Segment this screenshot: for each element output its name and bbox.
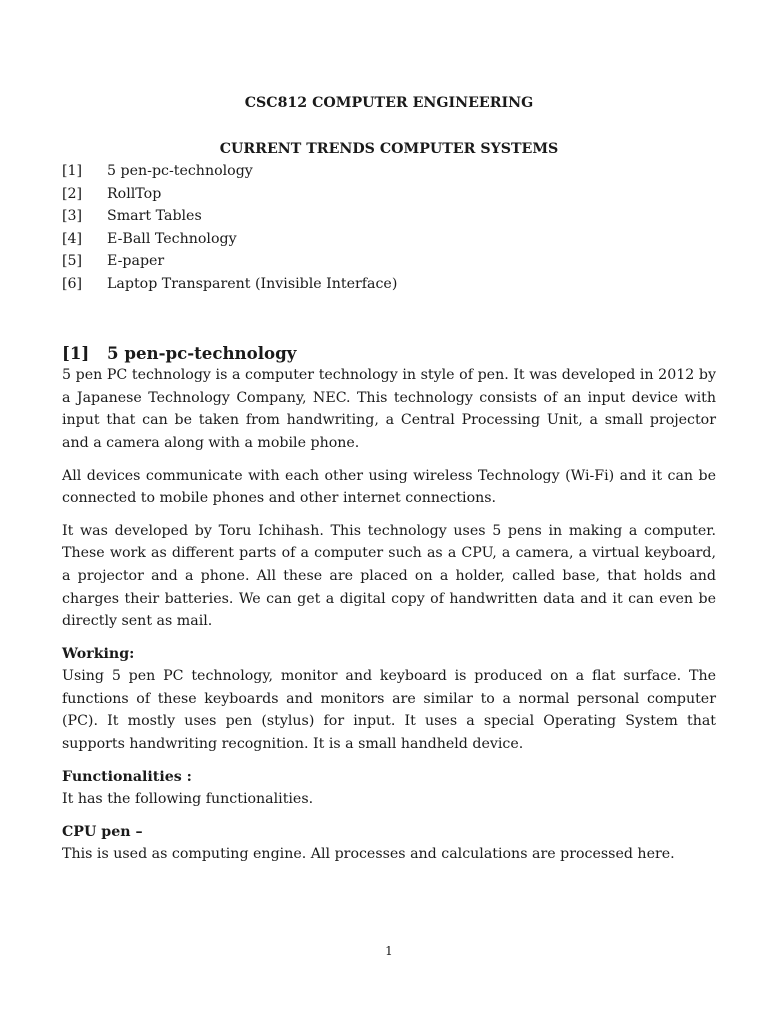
paragraph-connectivity: All devices communicate with each other using wireless Technology (Wi-Fi) and it can be connected to mobile phones and other internet connections. xyxy=(62,467,716,507)
section-heading-text: 5 pen-pc-technology xyxy=(107,342,297,363)
course-title: CSC812 COMPUTER ENGINEERING xyxy=(244,95,534,111)
toc-item-label: 5 pen-pc-technology xyxy=(107,163,253,179)
toc-item-number: [5] xyxy=(62,253,83,270)
toc-item-label: RollTop xyxy=(107,185,162,202)
paragraph-functionalities: It has the following functionalities. xyxy=(62,791,314,808)
section-number: [1] xyxy=(62,342,90,363)
toc-item xyxy=(62,273,716,296)
toc-item-label: Smart Tables xyxy=(107,208,202,225)
toc-item xyxy=(62,205,716,228)
toc-item-label: Laptop Transparent (Invisible Interface) xyxy=(107,275,398,292)
paragraph-history: It was developed by Toru Ichihash. This technology uses 5 pens in making a computer. These work as different parts of a computer such as a CPU, a camera, a virtual keyboard, a projector and a phone. All these are placed on a holder, called base, that holds and charges their batteries. We can get a digital copy of handwritten data and it can even be directly sent as mail. xyxy=(62,522,716,630)
cpu-pen-heading: CPU pen – xyxy=(62,823,143,840)
paragraph-cpu-pen: This is used as computing engine. All processes and calculations are processed here. xyxy=(62,846,675,863)
page-number: 1 xyxy=(385,944,393,958)
toc-item-number: [3] xyxy=(62,208,83,225)
toc-item-number: [1] xyxy=(62,163,83,179)
section-title: CURRENT TRENDS COMPUTER SYSTEMS xyxy=(219,141,559,157)
toc-item xyxy=(62,183,716,206)
paragraph-intro: 5 pen PC technology is a computer technology in style of pen. It was developed in 2012 by a Japanese Technology Company, NEC. This technology consists of an input device with input that can be taken from handwriting, a Central Processing Unit, a small projector and a camera along with a mobile phone. xyxy=(62,367,716,451)
toc-item-number: [4] xyxy=(62,230,83,247)
toc-item xyxy=(62,160,716,183)
working-heading: Working: xyxy=(62,645,135,662)
toc-item-label: E-paper xyxy=(107,253,165,270)
toc-item-label: E-Ball Technology xyxy=(107,230,237,247)
toc-item-number: [2] xyxy=(62,185,83,202)
paragraph-working: Using 5 pen PC technology, monitor and keyboard is produced on a flat surface. The functions of these keyboards and monitors are similar to a normal personal computer (PC). It mostly uses pen (stylus) for input. It uses a special Operating System that supports handwriting recognition. It is a small handheld device. xyxy=(62,668,716,753)
section-heading xyxy=(62,342,716,365)
toc-item xyxy=(62,228,716,251)
document-page xyxy=(62,93,716,866)
toc-item xyxy=(62,250,716,273)
table-of-contents xyxy=(62,160,716,296)
functionalities-heading: Functionalities : xyxy=(62,768,192,785)
toc-item-number: [6] xyxy=(62,275,83,292)
